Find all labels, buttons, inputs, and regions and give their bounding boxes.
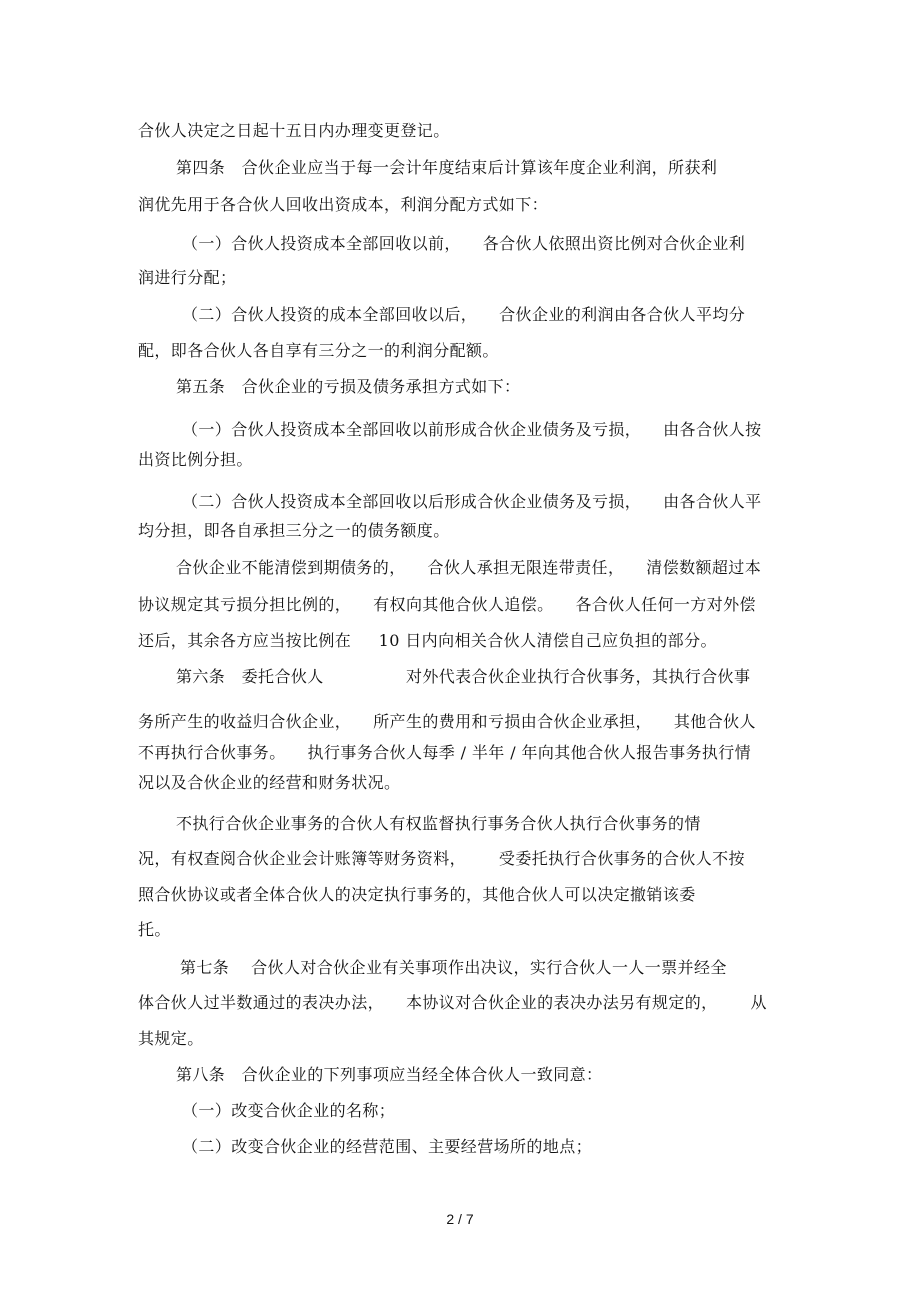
text-line: （一）合伙人投资成本全部回收以前形成合伙企业债务及亏损， 由各合伙人按 <box>182 420 762 439</box>
text-line: 不再执行合伙事务。 执行事务合伙人每季 / 半年 / 年向其他合伙人报告事务执行情 <box>138 743 752 762</box>
text-line: 润进行分配； <box>138 268 237 287</box>
article-7-heading: 第七条 合伙人对合伙企业有关事项作出决议，实行合伙人一人一票并经全 <box>180 958 727 977</box>
article-6-heading: 第六条 委托合伙人 对外代表合伙企业执行合伙事务，其执行合伙事 <box>176 667 751 686</box>
text-line: 协议规定其亏损分担比例的， 有权向其他合伙人追偿。 各合伙人任何一方对外偿 <box>138 595 756 614</box>
text-line: 出资比例分担。 <box>138 450 253 469</box>
text-line: （二）合伙人投资成本全部回收以后形成合伙企业债务及亏损， 由各合伙人平 <box>182 492 762 511</box>
page-number: 2 / 7 <box>446 1211 474 1227</box>
text-line: 体合伙人过半数通过的表决办法， 本协议对合伙企业的表决办法另有规定的， 从 <box>138 993 767 1012</box>
text-line: 润优先用于各合伙人回收出资成本，利润分配方式如下： <box>138 195 549 214</box>
list-item: （一）改变合伙企业的名称； <box>182 1101 396 1120</box>
text-line: 况，有权查阅合伙企业会计账簿等财务资料， 受委托执行合伙事务的合伙人不按 <box>138 849 745 868</box>
article-4-heading: 第四条 合伙企业应当于每一会计年度结束后计算该年度企业利润，所获利 <box>176 158 718 177</box>
text-line: 不执行合伙企业事务的合伙人有权监督执行事务合伙人执行合伙事务的情 <box>176 814 701 833</box>
text-line: 合伙企业不能清偿到期债务的， 合伙人承担无限连带责任， 清偿数额超过本 <box>176 558 762 577</box>
text-line: 还后，其余各方应当按比例在 10 日内向相关合伙人清偿自己应负担的部分。 <box>138 631 717 650</box>
text-line: （二）合伙人投资的成本全部回收以后， 合伙企业的利润由各合伙人平均分 <box>182 305 746 324</box>
text-line: 合伙人决定之日起十五日内办理变更登记。 <box>138 121 450 140</box>
text-line: （一）合伙人投资成本全部回收以前， 各合伙人依照出资比例对合伙企业利 <box>182 234 746 253</box>
list-item: （二）改变合伙企业的经营范围、主要经营场所的地点； <box>182 1137 593 1156</box>
text-line: 其规定。 <box>138 1029 204 1048</box>
text-line: 照合伙协议或者全体合伙人的决定执行事务的，其他合伙人可以决定撤销该委 <box>138 885 696 904</box>
text-line: 配，即各合伙人各自享有三分之一的利润分配额。 <box>138 341 499 360</box>
article-5-heading: 第五条 合伙企业的亏损及债务承担方式如下： <box>176 377 521 396</box>
text-line: 托。 <box>138 920 171 939</box>
text-line: 况以及合伙企业的经营和财务状况。 <box>138 773 401 792</box>
text-line: 务所产生的收益归合伙企业， 所产生的费用和亏损由合伙企业承担， 其他合伙人 <box>138 712 756 731</box>
article-8-heading: 第八条 合伙企业的下列事项应当经全体合伙人一致同意： <box>176 1065 603 1084</box>
text-line: 均分担，即各自承担三分之一的债务额度。 <box>138 521 450 540</box>
